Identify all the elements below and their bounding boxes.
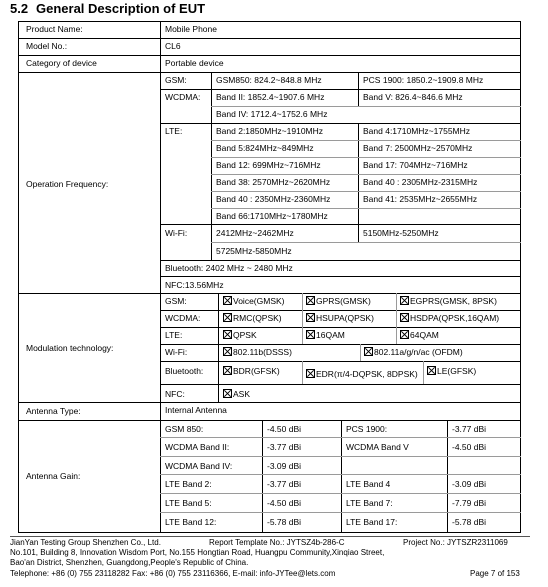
wifi-freq-label: Wi-Fi:: [165, 228, 188, 238]
checked-box-icon: [364, 347, 373, 356]
gain-value: -3.77 dBi: [267, 479, 302, 489]
nfc-mod-label: NFC:: [165, 389, 185, 399]
option-divider: [396, 327, 397, 344]
option-divider: [396, 293, 397, 327]
gain-band-label: PCS 1900:: [346, 424, 388, 434]
gain-value: -4.50 dBi: [452, 442, 487, 452]
antenna-type-value: Internal Antenna: [165, 405, 227, 415]
lte-band-value: Band 17: 704MHz~716MHz: [363, 160, 468, 170]
nfc-mod-option: ASK: [223, 389, 250, 400]
checked-box-icon: [400, 313, 409, 322]
gain-band-label: WCDMA Band IV:: [165, 461, 233, 471]
category-value: Portable device: [165, 58, 224, 68]
row-divider: [160, 89, 521, 90]
wifi-freq-value: 5150MHz-5250MHz: [363, 228, 439, 238]
model-no-label: Model No.:: [26, 41, 68, 51]
gain-band-label: WCDMA Band V: [346, 442, 409, 452]
gsm-mod-option: GPRS(GMSK): [306, 296, 371, 307]
wifi-mod-option: 802.11b(DSSS): [223, 347, 292, 358]
footer-template: Report Template No.: JYTSZ4b-286-C: [209, 538, 345, 547]
checked-box-icon: [306, 313, 315, 322]
lte-band-value: Band 41: 2535MHz~2655MHz: [363, 194, 478, 204]
lte-band-value: Band 40 : 2350MHz-2360MHz: [216, 194, 331, 204]
footer-project: Project No.: JYTSZR2311069: [403, 538, 508, 547]
option-divider: [302, 327, 303, 344]
wcdma-mod-label: WCDMA:: [165, 313, 201, 323]
lte-freq-label: LTE:: [165, 126, 183, 136]
checked-box-icon: [223, 366, 232, 375]
gain-row-divider: [160, 474, 521, 475]
wifi-freq-value: 5725MHz-5850MHz: [216, 246, 292, 256]
gsm-freq-label: GSM:: [165, 75, 187, 85]
gain-value: -7.79 dBi: [452, 498, 487, 508]
wifi-freq-value: 2412MHz~2462MHz: [216, 228, 294, 238]
lte-mod-label: LTE:: [165, 330, 183, 340]
antenna-gain-label: Antenna Gain:: [26, 471, 81, 481]
gain-row-divider: [160, 456, 521, 457]
checked-box-icon: [400, 296, 409, 305]
product-name-value: Mobile Phone: [165, 24, 217, 34]
model-no-value: CL6: [165, 41, 181, 51]
checked-box-icon: [223, 347, 232, 356]
row-divider: [18, 38, 521, 39]
row-divider: [160, 361, 521, 362]
operation-subdivider: [211, 72, 212, 260]
section-heading: [10, 1, 205, 16]
row-divider: [160, 327, 521, 328]
option-divider: [360, 344, 361, 361]
sub-row-divider: [211, 140, 521, 141]
wcdma-freq-value: Band V: 826.4~846.6 MHz: [363, 92, 463, 102]
row-divider: [18, 402, 521, 403]
row-divider: [160, 384, 521, 385]
product-name-label: Product Name:: [26, 24, 83, 34]
lte-band-value: Band 7: 2500MHz~2570MHz: [363, 143, 473, 153]
lte-mod-option: 64QAM: [400, 330, 439, 341]
bt-mod-option: LE(GFSK): [427, 366, 476, 377]
gain-value: -5.78 dBi: [267, 517, 302, 527]
gsm-mod-option: EGPRS(GMSK, 8PSK): [400, 296, 497, 307]
option-divider: [423, 361, 424, 384]
lte-mod-option: QPSK: [223, 330, 257, 341]
lte-mod-option: 16QAM: [306, 330, 345, 341]
sub-row-divider: [211, 208, 521, 209]
option-divider: [302, 361, 303, 384]
footer-contact: Telephone: +86 (0) 755 23118282 Fax: +86 (0) 755 23116366, E-mail: info-JYTee@lets.com: [10, 569, 336, 578]
row-divider: [160, 276, 521, 277]
bt-mod-option: EDR(π/4-DQPSK, 8DPSK): [306, 369, 418, 380]
gsm-freq-value: GSM850: 824.2~848.8 MHz: [216, 75, 322, 85]
modulation-label: Modulation technology:: [26, 343, 114, 353]
checked-box-icon: [223, 389, 232, 398]
gain-row-divider: [160, 437, 521, 438]
gain-row-divider: [160, 493, 521, 494]
operation-col-divider: [358, 224, 359, 243]
gsm-mod-label: GSM:: [165, 296, 187, 306]
category-label: Category of device: [26, 58, 97, 68]
row-divider: [160, 224, 521, 225]
gain-value: -5.78 dBi: [452, 517, 487, 527]
sub-row-divider: [211, 106, 521, 107]
gsm-freq-value: PCS 1900: 1850.2~1909.8 MHz: [363, 75, 484, 85]
gain-value: -3.09 dBi: [267, 461, 302, 471]
gain-value: -4.50 dBi: [267, 498, 302, 508]
sub-row-divider: [211, 242, 521, 243]
lte-band-value: Band 2:1850MHz~1910MHz: [216, 126, 324, 136]
footer-company: JianYan Testing Group Shenzhen Co., Ltd.: [10, 538, 161, 547]
gain-row-divider: [160, 512, 521, 513]
wcdma-mod-option: HSUPA(QPSK): [306, 313, 374, 324]
gain-value: -3.77 dBi: [452, 424, 487, 434]
checked-box-icon: [400, 330, 409, 339]
checked-box-icon: [427, 366, 436, 375]
section-title: General Description of EUT: [36, 1, 206, 16]
row-divider: [160, 123, 521, 124]
bt-mod-option: BDR(GFSK): [223, 366, 280, 377]
checked-box-icon: [306, 330, 315, 339]
row-divider: [18, 72, 521, 73]
wcdma-freq-value: Band IV: 1712.4~1752.6 MHz: [216, 109, 328, 119]
lte-band-value: Band 38: 2570MHz~2620MHz: [216, 177, 331, 187]
checked-box-icon: [223, 330, 232, 339]
wcdma-mod-option: RMC(QPSK): [223, 313, 282, 324]
option-divider: [302, 293, 303, 327]
sub-row-divider: [211, 191, 521, 192]
gain-value: -3.09 dBi: [452, 479, 487, 489]
footer-page-number: Page 7 of 153: [470, 569, 520, 578]
row-divider: [160, 344, 521, 345]
wcdma-freq-label: WCDMA:: [165, 92, 201, 102]
gain-band-label: GSM 850:: [165, 424, 204, 434]
gain-band-label: WCDMA Band II:: [165, 442, 230, 452]
row-divider: [18, 293, 521, 294]
gain-band-label: LTE Band 12:: [165, 517, 217, 527]
bluetooth-freq: Bluetooth: 2402 MHz ~ 2480 MHz: [165, 263, 293, 273]
checked-box-icon: [306, 296, 315, 305]
wifi-mod-option: 802.11a/g/n/ac (OFDM): [364, 347, 463, 358]
checked-box-icon: [306, 369, 315, 378]
lte-band-value: Band 4:1710MHz~1755MHz: [363, 126, 471, 136]
lte-band-value: Band 12: 699MHz~716MHz: [216, 160, 321, 170]
gain-band-label: LTE Band 5:: [165, 498, 212, 508]
footer-address: No.101, Building 8, Innovation Wisdom Port, No.155 Hongtian Road, Huangpu Community,Xinqiao Street,: [10, 548, 385, 557]
row-divider: [160, 260, 521, 261]
section-number: 5.2: [10, 1, 29, 16]
gsm-mod-option: Voice(GMSK): [223, 296, 285, 307]
operation-frequency-label: Operation Frequency:: [26, 179, 109, 189]
footer-address: Bao'an District, Shenzhen, Guangdong,People's Republic of China.: [10, 558, 249, 567]
checked-box-icon: [223, 313, 232, 322]
lte-band-value: Band 66:1710MHz~1780MHz: [216, 211, 328, 221]
gain-band-label: LTE Band 2:: [165, 479, 212, 489]
footer-rule: [10, 536, 530, 537]
wcdma-mod-option: HSDPA(QPSK,16QAM): [400, 313, 499, 324]
row-divider: [18, 420, 521, 421]
sub-row-divider: [211, 174, 521, 175]
bt-mod-label: Bluetooth:: [165, 366, 204, 376]
gain-band-label: LTE Band 4: [346, 479, 391, 489]
row-divider: [18, 55, 521, 56]
wifi-mod-label: Wi-Fi:: [165, 347, 188, 357]
antenna-type-label: Antenna Type:: [26, 406, 81, 416]
gain-band-label: LTE Band 17:: [346, 517, 398, 527]
gain-band-label: LTE Band 7:: [346, 498, 393, 508]
nfc-freq: NFC:13.56MHz: [165, 280, 224, 290]
wcdma-freq-value: Band II: 1852.4~1907.6 MHz: [216, 92, 325, 102]
row-divider: [160, 310, 521, 311]
lte-band-value: Band 5:824MHz~849MHz: [216, 143, 314, 153]
lte-band-value: Band 40 : 2305MHz-2315MHz: [363, 177, 478, 187]
sub-row-divider: [211, 157, 521, 158]
gain-value: -4.50 dBi: [267, 424, 302, 434]
checked-box-icon: [223, 296, 232, 305]
gain-value: -3.77 dBi: [267, 442, 302, 452]
